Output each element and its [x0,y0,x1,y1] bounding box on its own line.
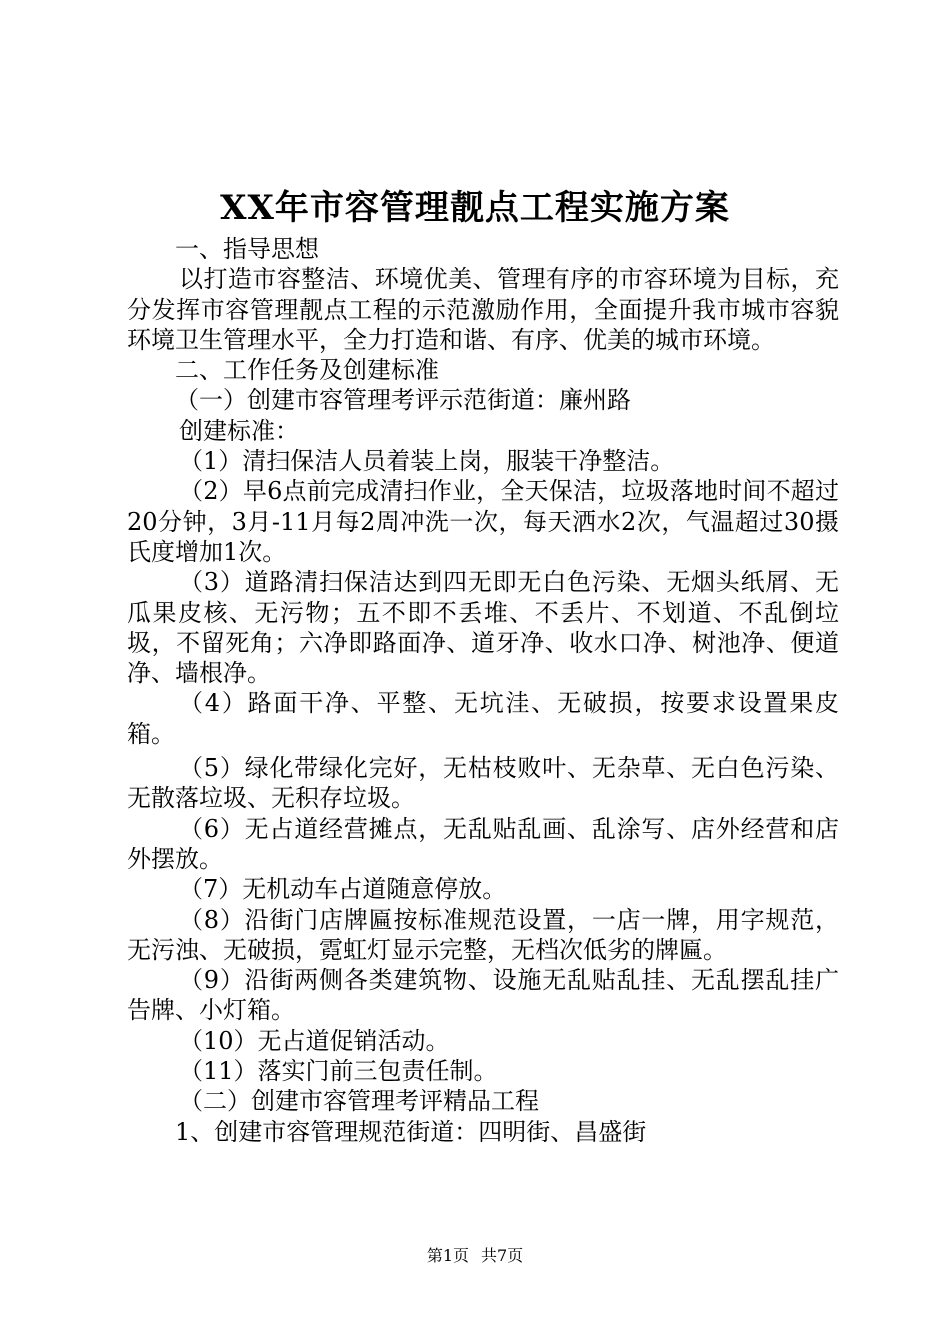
standard-item-8: （8）沿街门店牌匾按标准规范设置，一店一牌，用字规范，无污浊、无破损，霓虹灯显示完整，无档次低劣的牌匾。 [127,905,839,964]
standard-item-6: （6）无占道经营摊点，无乱贴乱画、乱涂写、店外经营和店外摆放。 [127,814,839,873]
standard-item-10: （10）无占道促销活动。 [179,1026,450,1055]
standard-item-9: （9）沿街两侧各类建筑物、设施无乱贴乱挂、无乱摆乱挂广告牌、小灯箱。 [127,966,839,1025]
page-number-current: 第1页 [426,1246,469,1265]
standard-item-11: （11）落实门前三包责任制。 [179,1057,498,1086]
subsection-heading-quality-project: （二）创建市容管理考评精品工程 [179,1087,539,1116]
standard-item-7: （7）无机动车占道随意停放。 [179,875,507,904]
standard-item-5: （5）绿化带绿化完好，无枯枝败叶、无杂草、无白色污染、无散落垃圾、无积存垃圾。 [127,754,839,813]
section-heading-guiding-ideology: 一、指导思想 [175,235,319,263]
standard-item-4: （4）路面干净、平整、无坑洼、无破损，按要求设置果皮箱。 [127,689,839,748]
document-title: XX年市容管理靓点工程实施方案 [220,188,730,228]
standard-item-1: （1）清扫保洁人员着装上岗，服装干净整洁。 [179,447,675,476]
section-heading-tasks-standards: 二、工作任务及创建标准 [175,356,439,385]
page-footer [0,1246,950,1266]
standard-item-2: （2）早6点前完成清扫作业，全天保洁，垃圾落地时间不超过20分钟，3月-11月每2周冲洗一次，每天洒水2次，气温超过30摄氏度增加1次。 [127,477,839,566]
numbered-item-1: 1、创建市容管理规范街道：四明街、昌盛街 [175,1117,647,1146]
document-body [127,234,839,1147]
standard-item-3: （3）道路清扫保洁达到四无即无白色污染、无烟头纸屑、无瓜果皮核、无污物；五不即不丢堆、不丢片、不划道、不乱倒垃圾，不留死角；六净即路面净、道牙净、收水口净、树池净、便道净、墙根净。 [127,568,839,688]
page-number-total: 共7页 [481,1246,524,1265]
paragraph-guiding-ideology: 以打造市容整洁、环境优美、管理有序的市容环境为目标，充分发挥市容管理靓点工程的示范激励作用，全面提升我市城市容貌环境卫生管理水平，全力打造和谐、有序、优美的城市环境。 [127,265,839,354]
standards-label: 创建标准： [179,416,299,445]
subsection-heading-demo-street: （一）创建市容管理考评示范街道：廉州路 [175,386,631,415]
